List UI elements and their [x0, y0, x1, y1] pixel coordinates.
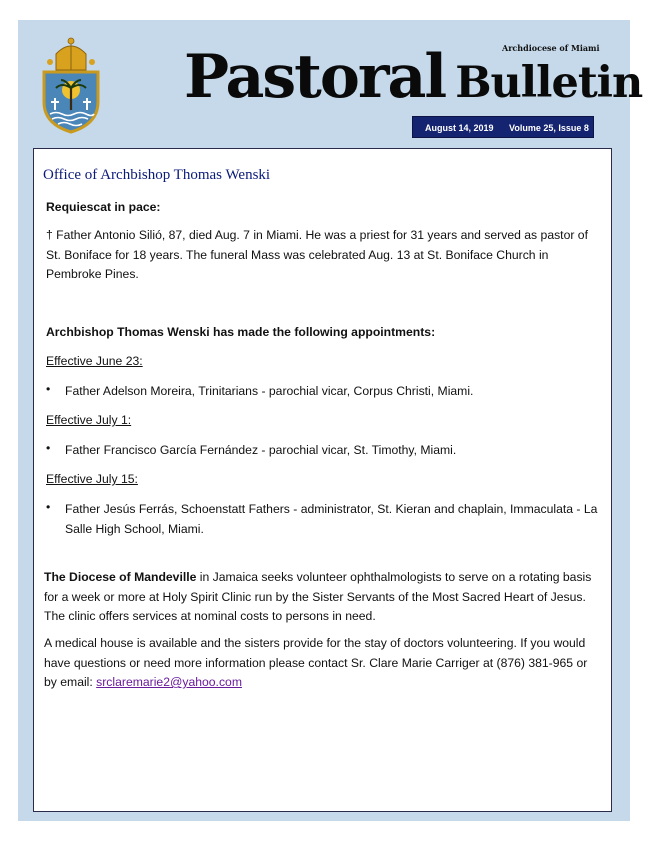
- effective-date-1: Effective June 23:: [46, 354, 143, 368]
- brand-name: Archdiocese of Miami: [502, 43, 600, 53]
- issue-dateline: [412, 116, 594, 138]
- appointment-item-2: Father Francisco García Fernández - parochial vicar, St. Timothy, Miami.: [65, 443, 457, 457]
- content-panel: [33, 148, 612, 812]
- requiescat-text: Father Antonio Silió, 87, died Aug. 7 in Miami. He was a priest for 31 years and served as pastor of St. Boniface for 18 years. The funeral Mass was celebrated Aug. 13 at St. Boniface Church in Pembroke Pines.: [46, 228, 588, 281]
- section-heading-office: Office of Archbishop Thomas Wenski: [43, 167, 271, 183]
- medical-house-paragraph: [44, 634, 596, 693]
- medical-house-text: A medical house is available and the sisters provide for the stay of doctors volunteering. If you would have questions or need more information please contact Sr. Clare Marie Carriger at (876) 381-965 or by email:: [44, 636, 588, 689]
- title-pastoral: Pastoral: [184, 42, 446, 112]
- requiescat-paragraph: [46, 226, 598, 285]
- page-title: [184, 42, 642, 112]
- mandeville-text: in Jamaica seeks volunteer ophthalmologists to serve on a rotating basis for a week or more at Holy Spirit Clinic run by the Sister Servants of the Most Sacred Heart of Jesus. The clinic offers services at nominal costs to persons in need.: [44, 570, 592, 623]
- requiescat-heading: Requiescat in pace:: [46, 200, 161, 214]
- appointment-item-3: Father Jesús Ferrás, Schoenstatt Fathers - administrator, St. Kieran and chaplain, Immaculata - La Salle High School, Miami.: [65, 502, 598, 536]
- archdiocese-crest-logo: [38, 36, 104, 134]
- mandeville-paragraph: [44, 568, 596, 627]
- issue-date: August 14, 2019: [425, 123, 494, 133]
- title-bulletin: Bulletin: [455, 58, 643, 108]
- cross-icon: †: [46, 228, 53, 242]
- effective-date-2: Effective July 1:: [46, 413, 132, 427]
- effective-date-3: Effective July 15:: [46, 472, 138, 486]
- appointments-heading: Archbishop Thomas Wenski has made the following appointments:: [46, 325, 436, 339]
- bullet-icon: •: [46, 500, 51, 514]
- issue-volume: Volume 25, Issue 8: [509, 123, 589, 133]
- contact-email-link[interactable]: srclaremarie2@yahoo.com: [96, 675, 242, 689]
- bullet-icon: •: [46, 382, 51, 396]
- bullet-icon: •: [46, 441, 51, 455]
- appointment-item-1: Father Adelson Moreira, Trinitarians - parochial vicar, Corpus Christi, Miami.: [65, 384, 474, 398]
- mandeville-name: The Diocese of Mandeville: [44, 570, 197, 584]
